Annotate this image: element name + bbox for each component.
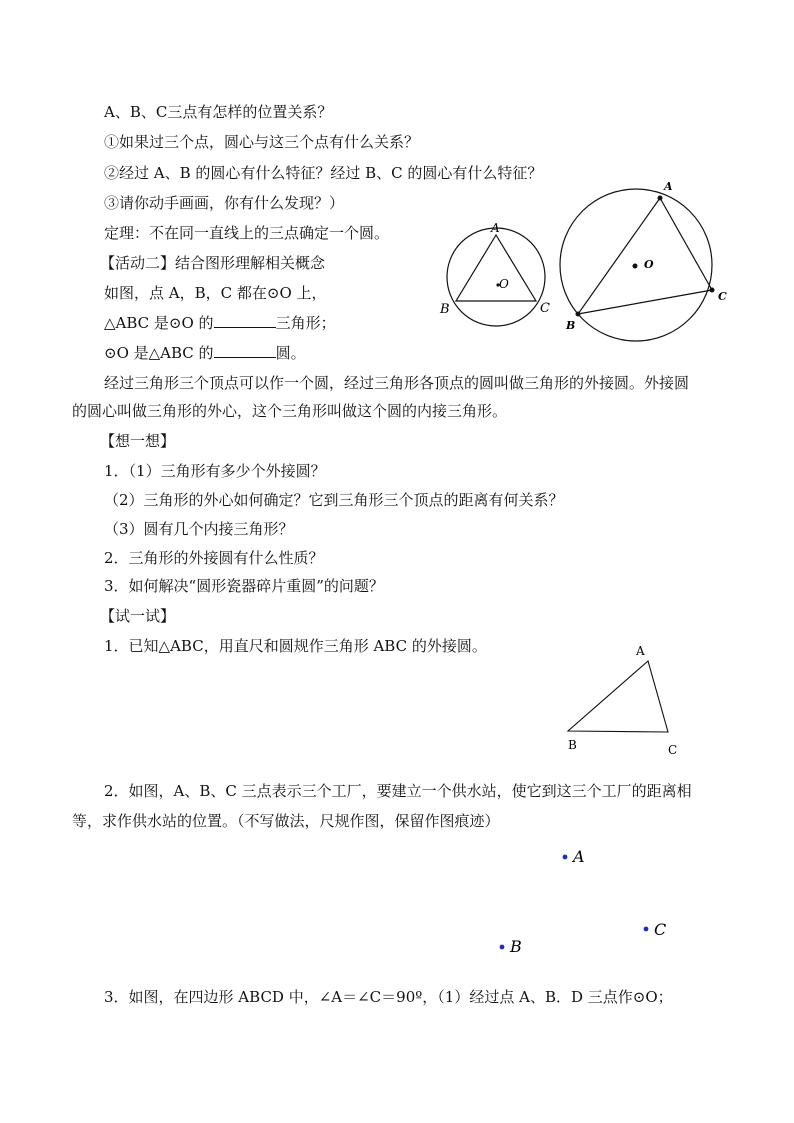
try-item-1: 1．已知△ABC，用直尺和圆规作三角形 ABC 的外接圆。 (104, 637, 487, 655)
question-1: ①如果过三个点，圆心与这三个点有什么关系？ (104, 133, 420, 151)
abc-line-end: 三角形； (275, 314, 336, 332)
question-3: ③请你动手画画，你有什么发现？） (104, 194, 345, 212)
large-label-o: O (644, 258, 654, 271)
definition-line-2: 的圆心叫做三角形的外心，这个三角形叫做这个圆的内接三角形。 (72, 402, 508, 420)
small-label-a: A (491, 221, 500, 235)
triangle-figure (568, 644, 677, 757)
think-item-1-3: （3）圆有几个内接三角形？ (104, 520, 294, 538)
think-item-1-2: （2）三角形的外心如何确定？它到三角形三个顶点的距离有何关系？ (104, 491, 564, 509)
try-item-2-line-2: 等，求作供水站的位置。（不写做法，尺规作图，保留作图痕迹） (72, 812, 500, 830)
activity-2-heading: 【活动二】结合图形理解相关概念 (100, 254, 326, 272)
abc-line-start: △ABC 是⊙O 的 (104, 314, 214, 332)
think-item-1: 1．（1）三角形有多少个外接圆？ (104, 462, 326, 480)
large-circle-figure (560, 180, 727, 341)
large-label-a: A (664, 180, 673, 193)
triangle-label-b: B (568, 738, 577, 752)
question-2: ②经过 A、B 的圆心有什么特征？经过 B、C 的圆心有什么特征？ (104, 164, 543, 182)
large-center-dot (633, 264, 638, 269)
think-item-2: 2．三角形的外接圆有什么性质？ (104, 549, 324, 567)
try-item-3: 3．如图，在四边形 ABCD 中，∠A＝∠C＝90º，（1）经过点 A、B．D 三点作⊙O； (104, 988, 673, 1006)
factory-points-figure (500, 847, 667, 956)
small-label-b: B (440, 302, 450, 317)
small-circle (447, 228, 545, 326)
small-circle-figure (439, 221, 550, 326)
point-label-c: C (654, 920, 667, 939)
large-triangle (578, 198, 712, 314)
large-label-c: C (718, 290, 727, 303)
small-label-c: C (540, 301, 550, 316)
large-vertex-b (576, 312, 581, 317)
triangle-label-c: C (668, 743, 678, 757)
figure-intro: 如图，点 A，B，C 都在⊙O 上， (104, 284, 327, 302)
point-c (644, 927, 649, 932)
try-item-2-line-1: 2．如图，A、B、C 三点表示三个工厂，要建立一个供水站，使它到这三个工厂的距离相 (104, 782, 692, 800)
think-heading: 【想一想】 (100, 432, 176, 450)
point-b (500, 945, 505, 950)
triangle-label-a: A (636, 644, 645, 658)
small-triangle (456, 235, 536, 301)
large-vertex-a (658, 196, 663, 201)
point-a (563, 855, 568, 860)
o-line-start: ⊙O 是△ABC 的 (104, 344, 214, 362)
point-label-a: A (573, 847, 585, 866)
small-label-o: O (499, 277, 509, 291)
try-heading: 【试一试】 (100, 607, 176, 625)
large-vertex-c (710, 288, 715, 293)
o-line-end: 圆。 (275, 344, 306, 362)
theorem: 定理：不在同一直线上的三点确定一个圆。 (104, 224, 390, 242)
definition-line-1: 经过三角形三个顶点可以作一个圆，经过三角形各顶点的圆叫做三角形的外接圆。外接圆 (104, 374, 690, 392)
point-label-b: B (510, 937, 522, 956)
question-position: A、B、C三点有怎样的位置关系？ (104, 103, 333, 121)
large-label-b: B (566, 319, 576, 332)
think-item-3: 3．如何解决“圆形瓷器碎片重圆”的问题？ (104, 577, 384, 595)
triangle-abc (568, 661, 668, 732)
